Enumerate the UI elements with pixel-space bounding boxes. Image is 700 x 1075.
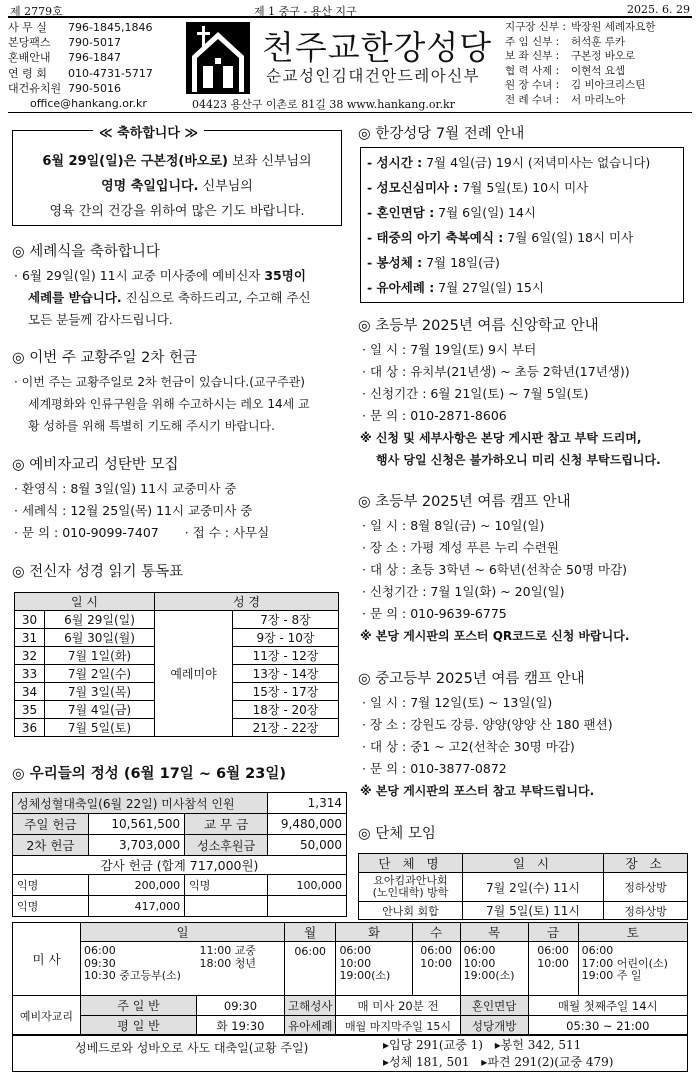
baptism-bold: 세례를 받습니다. (28, 290, 122, 305)
staff-row (505, 93, 695, 108)
staff-role: 주 임 신부 : (505, 35, 560, 48)
donor-amount: 100,000 (268, 875, 347, 896)
group-name-line: 요아킴과안나회 (373, 874, 448, 887)
group-time: 7월 5일(토) 11시 (463, 902, 604, 920)
liturgy-item (367, 225, 677, 250)
elem-school-text: · 신청기간 : 6월 21일(토) ~ 7월 5일(토) (362, 386, 589, 401)
infant-baptism-label: 유아세례 (285, 1016, 336, 1036)
mass-time: 06:00 (339, 944, 372, 957)
table-row (13, 875, 347, 896)
day-thu: 목 (460, 923, 528, 942)
elem-camp-text: · 장 소 : 가평 계성 푸른 누리 수련원 (362, 540, 559, 555)
catechumen-body (14, 478, 346, 544)
table-row (359, 902, 688, 920)
elem-school-body (362, 339, 692, 471)
thanks-offering-header: 감사 헌금 (합계 717,000원) (13, 856, 347, 875)
mass-time: 10:00 (537, 956, 569, 970)
staff-name: 박장원 세례자요한 (571, 21, 656, 33)
day-wed: 수 (412, 923, 460, 942)
mass-time: 11:00 교중 (199, 944, 256, 957)
church-name: 천주교한강성당 (262, 28, 493, 67)
liturgy-item-text: 7월 4일(금) 19시 (저녁미사는 없습니다) (422, 155, 651, 170)
bible-chapters: 9장 - 10장 (233, 629, 339, 647)
liturgy-item (367, 275, 677, 300)
mass-time: 06:00 (285, 942, 336, 996)
mass-times-row (13, 942, 688, 996)
contact-key: 혼배안내 (8, 51, 51, 65)
bible-date: 7월 2일(수) (45, 665, 155, 683)
groups-header-time: 일 시 (463, 854, 604, 873)
bible-date: 7월 3일(목) (45, 683, 155, 701)
baptism-text: · 6월 29일(일) 11시 교중 미사중에 예비신자 (14, 268, 265, 283)
sunday-offering-value: 10,561,500 (88, 814, 184, 835)
staff-row (505, 64, 695, 79)
vocation-label: 성소후원금 (185, 835, 268, 856)
catechism-week-time: 화 19:30 (197, 1016, 285, 1036)
mass-time: 06:00 (463, 944, 496, 957)
hymn-communion: ▸성체 181, 501 (383, 1055, 470, 1069)
day-sun: 일 (81, 923, 285, 942)
elem-school-title: ◎ 초등부 2025년 여름 신앙학교 안내 (358, 318, 599, 334)
edition-label: 제 1 중구 - 용산 지구 (254, 5, 357, 18)
hymn-line-2 (383, 1053, 614, 1070)
contact-value: 796-1847 (68, 51, 121, 65)
tithe-value: 9,480,000 (268, 814, 347, 835)
baptism-text: 모든 분들께 감사드립니다. (28, 312, 173, 327)
mass-time: 10:00 (463, 956, 496, 970)
elem-camp-text: · 대 상 : 초등 3학년 ~ 6학년(선착순 50명 마감) (362, 562, 628, 577)
issue-number: 제 2779호 (10, 5, 63, 18)
table-row (13, 896, 347, 917)
bible-day-no: 31 (15, 629, 45, 647)
bible-day-no: 32 (15, 647, 45, 665)
celebration-body (13, 149, 341, 224)
elem-camp-text: · 신청기간 : 7월 1일(화) ~ 20일(일) (362, 584, 565, 599)
mass-time: 06:00 (420, 944, 452, 957)
hymn-entrance: ▸입당 291(교중 1) (383, 1038, 483, 1052)
elem-camp-body (362, 515, 692, 647)
staff-role: 전 례 수녀 : (505, 93, 560, 106)
liturgy-item-label: - 유아세례 : (367, 280, 435, 295)
bible-chapters: 13장 - 14장 (233, 665, 339, 683)
church-open-label: 성당개방 (460, 1016, 528, 1036)
table-row (359, 873, 688, 902)
mass-time: 10:30 중고등부(소) (84, 969, 181, 982)
mass-time-tue (336, 942, 412, 996)
celebration-bold-1: 6월 29일(일)은 구본정(바오로) (42, 154, 228, 169)
bible-date: 7월 1일(화) (45, 647, 155, 665)
bible-date: 7월 4일(금) (45, 701, 155, 719)
baptism-title: ◎ 세례식을 축하합니다 (12, 244, 160, 260)
youth-camp-note: ※ 본당 게시판의 포스터 참고 부탁드립니다. (360, 784, 595, 798)
empty-cell (185, 896, 268, 917)
contact-row (8, 35, 183, 50)
donor-name: 익명 (13, 896, 89, 917)
hymn-footer (12, 1034, 688, 1072)
bible-title: ◎ 전신자 성경 읽기 통독표 (12, 564, 184, 580)
mass-time: 19:00(소) (339, 969, 391, 982)
bible-header-book: 성 경 (155, 593, 339, 611)
staff-role: 보 좌 신부 : (505, 50, 560, 62)
mass-time-wed (412, 942, 460, 996)
mass-time: 06:00 (537, 944, 569, 957)
mass-time: 06:00 (84, 944, 116, 957)
bible-book: 예레미야 (155, 611, 233, 737)
groups-title: ◎ 단체 모임 (358, 826, 436, 842)
liturgy-item (367, 250, 677, 275)
contact-row (8, 50, 183, 65)
mass-time: 09:30 (84, 956, 116, 970)
day-fri: 금 (528, 923, 578, 942)
youth-camp-body (362, 692, 692, 802)
confession-label: 고해성사 (285, 996, 336, 1016)
bible-chapters: 18장 - 20장 (233, 701, 339, 719)
day-sat: 토 (578, 923, 687, 942)
header-divider (8, 112, 692, 113)
elem-school-text: · 문 의 : 010-2871-8606 (362, 408, 507, 423)
mass-days-row (13, 923, 688, 942)
mass-time: 19:00(소) (463, 969, 515, 982)
groups-header-place: 장 소 (604, 854, 688, 873)
collection-body (14, 371, 346, 437)
church-address: 04423 용산구 이촌로 81길 38 www.hankang.or.kr (192, 98, 455, 111)
bible-day-no: 33 (15, 665, 45, 683)
catechumen-text: · 세례식 : 12월 25일(목) 11시 교중미사 중 (14, 503, 253, 518)
staff-row (505, 78, 695, 93)
liturgy-item (367, 175, 677, 200)
elem-school-note: ※ 신청 및 세부사항은 본당 게시판 참고 부탁 드리며, (360, 431, 642, 445)
table-row (15, 611, 339, 629)
liturgy-item-text: 7월 27일(일) 15시 (434, 280, 544, 295)
elem-school-note: 행사 당일 신청은 불가하오니 미리 신청 부탁드립니다. (376, 453, 661, 467)
mass-time: 17:00 어린이(소) (581, 956, 668, 970)
contact-value: 790-5017 (68, 36, 121, 50)
mass-time-sun-a (81, 942, 197, 996)
bible-date: 6월 30일(월) (45, 629, 155, 647)
liturgy-item-label: - 성모신심미사 : (367, 180, 459, 195)
youth-camp-text: · 문 의 : 010-3877-0872 (362, 761, 507, 776)
staff-row (505, 35, 695, 50)
mass-schedule-table (12, 922, 688, 1036)
collection-text: 세계평화와 인류구원을 위해 수고하시는 레오 14세 교 (28, 397, 310, 411)
group-name (359, 873, 463, 902)
liturgy-title: ◎ 한강성당 7월 전례 안내 (358, 126, 525, 142)
staff-role: 지구장 신부 : (505, 21, 566, 33)
celebration-title: ≪ 축하합니다 ≫ (93, 122, 204, 141)
elem-school-text: · 대 상 : 유치부(21년생) ~ 초등 2학년(17년생)) (362, 364, 630, 379)
contact-list (8, 20, 183, 111)
mass-info-row-1 (13, 996, 688, 1016)
bible-date: 6월 29일(일) (45, 611, 155, 629)
baptism-count: 35명이 (264, 268, 306, 283)
day-mon: 월 (285, 923, 336, 942)
groups-table (358, 853, 688, 920)
bible-chapters: 15장 - 17장 (233, 683, 339, 701)
staff-list (505, 20, 695, 107)
giving-title: ◎ 우리들의 정성 (6월 17일 ~ 6월 23일) (12, 766, 286, 782)
church-patron: 순교성인김대건안드레아신부 (266, 67, 481, 85)
liturgy-item-text: 7월 5일(토) 10시 미사 (458, 180, 589, 195)
group-place: 정하상방 (604, 902, 688, 920)
celebration-text-3: 영육 간의 건강을 위하여 많은 기도 바랍니다. (49, 204, 305, 219)
group-name-line: (노인대학) 방학 (372, 886, 449, 899)
elem-school-text: · 일 시 : 7월 19일(토) 9시 부터 (362, 342, 537, 357)
donor-name: 익명 (185, 875, 268, 896)
hymn-recessional: ▸파견 291(2)(교중 479) (481, 1055, 614, 1069)
mass-time: 19:00 주 일 (581, 969, 642, 982)
contact-key: 사 무 실 (8, 21, 47, 34)
contact-row (8, 81, 183, 96)
bible-table (14, 592, 339, 737)
bible-day-no: 35 (15, 701, 45, 719)
catechumen-title: ◎ 예비자교리 성탄반 모집 (12, 457, 179, 473)
mass-time-fri (528, 942, 578, 996)
celebration-text-1: 보좌 신부님의 (227, 154, 312, 169)
liturgy-box (360, 147, 684, 303)
attendance-label: 성체성혈대축일(6월 22일) 미사참석 인원 (13, 793, 268, 814)
sunday-offering-label: 주일 헌금 (13, 814, 89, 835)
celebration-box (12, 126, 342, 226)
youth-camp-text: · 장 소 : 강원도 강릉. 양양(양양 산 180 팬션) (362, 717, 613, 732)
baptism-text: 진심으로 축하드리고, 수고해 주신 (121, 290, 311, 305)
attendance-value: 1,314 (268, 793, 347, 814)
hymn-offertory: ▸봉헌 342, 511 (494, 1038, 582, 1052)
contact-value: 790-5016 (68, 81, 121, 95)
bible-header-row (15, 593, 339, 611)
catechumen-reception: · 접 수 : 사무실 (184, 525, 270, 540)
liturgy-item-text: 7월 6일(일) 14시 (434, 205, 536, 220)
liturgy-item-text: 7월 6일(일) 18시 미사 (503, 230, 634, 245)
collection-text: · 이번 주는 교황주일로 2차 헌금이 있습니다.(교구주관) (14, 375, 305, 389)
second-offering-value: 3,703,000 (88, 835, 184, 856)
vocation-value: 50,000 (268, 835, 347, 856)
liturgy-item (367, 200, 677, 225)
day-tue: 화 (336, 923, 412, 942)
mass-info-row-2 (13, 1016, 688, 1036)
catechumen-contact: · 문 의 : 010-9099-7407 (14, 525, 159, 540)
bible-chapters: 11장 - 12장 (233, 647, 339, 665)
staff-name: 이현석 요셉 (571, 64, 626, 77)
table-row (13, 856, 347, 875)
group-name: 안나회 회합 (359, 902, 463, 920)
groups-header-name: 단 체 명 (359, 854, 463, 873)
confession-value: 매 미사 20분 전 (336, 996, 460, 1016)
church-open-value: 05:30 ~ 21:00 (528, 1016, 687, 1036)
catechism-label: 예비자교리 (13, 996, 81, 1036)
collection-title: ◎ 이번 주 교황주일 2차 헌금 (12, 350, 197, 366)
contact-key: 대건유치원 (8, 81, 62, 95)
youth-camp-title: ◎ 중고등부 2025년 여름 캠프 안내 (358, 671, 585, 687)
staff-name: 서 마리노아 (571, 93, 626, 106)
second-offering-label: 2차 헌금 (13, 835, 89, 856)
celebration-text-2: 신부님의 (198, 179, 253, 194)
contact-row (8, 66, 183, 81)
feast-title: 성베드로와 성바오로 사도 대축일(교황 주일) (75, 1041, 309, 1055)
youth-camp-text: · 대 상 : 중1 ~ 고2(선착순 30명 마감) (362, 739, 575, 754)
masthead-strip (8, 2, 692, 18)
infant-baptism-value: 매월 마지막주일 15시 (336, 1016, 460, 1036)
liturgy-item-text: 7월 18일(금) (422, 255, 500, 270)
groups-header-row (359, 854, 688, 873)
mass-time: 10:00 (420, 956, 452, 970)
celebration-bold-2: 영명 축일입니다. (101, 179, 199, 194)
mass-label: 미 사 (13, 923, 81, 996)
table-row (13, 814, 347, 835)
liturgy-item-label: - 봉성체 : (367, 255, 423, 270)
contact-value: 796-1845,1846 (68, 21, 153, 34)
bible-header-date: 일 시 (15, 593, 155, 611)
mass-time: 18:00 청년 (199, 956, 256, 970)
issue-date: 2025. 6. 29 (627, 3, 690, 16)
staff-role: 원 장 수녀 : (505, 79, 560, 91)
table-row (13, 793, 347, 814)
collection-text: 황 성하를 위해 특별히 기도해 주시기 바랍니다. (28, 419, 275, 433)
bible-date: 7월 5일(토) (45, 719, 155, 737)
bible-day-no: 36 (15, 719, 45, 737)
mass-time: 06:00 (581, 944, 614, 957)
wedding-interview-label: 혼인면담 (460, 996, 528, 1016)
mass-time-sun-b (197, 942, 285, 996)
donor-amount: 200,000 (88, 875, 184, 896)
youth-camp-text: · 일 시 : 7월 12일(토) ~ 13일(일) (362, 695, 553, 710)
elem-camp-text: · 일 시 : 8월 8일(금) ~ 10일(일) (362, 518, 545, 533)
catechism-day-class: 주 일 반 (81, 996, 197, 1016)
catechism-week-class: 평 일 반 (81, 1016, 197, 1036)
liturgy-item-label: - 성시간 : (367, 155, 423, 170)
staff-row (505, 49, 695, 64)
mass-time: 10:00 (339, 956, 372, 970)
staff-role: 협 력 사제 : (505, 64, 560, 77)
group-place: 정하상방 (604, 873, 688, 902)
contact-key: 본당팩스 (8, 36, 51, 50)
catechumen-text: · 환영식 : 8월 3일(일) 11시 교중미사 중 (14, 481, 237, 496)
group-time: 7월 2일(수) 11시 (463, 873, 604, 902)
bible-chapters: 7장 - 8장 (233, 611, 339, 629)
contact-value: 010-4731-5717 (68, 66, 153, 80)
elem-camp-text: · 문 의 : 010-9639-6775 (362, 606, 507, 621)
liturgy-item-label: - 태중의 아기 축복예식 : (367, 230, 504, 245)
bible-day-no: 34 (15, 683, 45, 701)
mass-time-sat (578, 942, 687, 996)
elem-camp-title: ◎ 초등부 2025년 여름 캠프 안내 (358, 494, 571, 510)
donor-amount: 417,000 (88, 896, 184, 917)
table-row (13, 835, 347, 856)
staff-row (505, 20, 695, 35)
contact-key: 연 령 회 (8, 66, 47, 80)
donor-name: 익명 (13, 875, 89, 896)
hymn-line-1 (383, 1036, 581, 1053)
staff-name: 김 비아크리스틴 (571, 79, 646, 91)
email-link[interactable]: office@hankang.or.kr (30, 97, 147, 111)
mass-time-thu (460, 942, 528, 996)
catechism-day-time: 09:30 (197, 996, 285, 1016)
bible-day-no: 30 (15, 611, 45, 629)
staff-name: 구본정 바오로 (571, 50, 636, 62)
bible-chapters: 21장 - 22장 (233, 719, 339, 737)
baptism-body (14, 265, 346, 331)
elem-camp-note: ※ 본당 게시판의 포스터 QR코드로 신청 바랍니다. (360, 629, 630, 643)
liturgy-item (367, 150, 677, 175)
wedding-interview-value: 매월 첫째주일 14시 (528, 996, 687, 1016)
staff-name: 허석훈 루카 (571, 35, 626, 48)
giving-table (12, 792, 347, 917)
church-logo-icon (186, 22, 250, 94)
liturgy-item-label: - 혼인면담 : (367, 205, 435, 220)
contact-row (8, 20, 183, 35)
empty-cell (268, 896, 347, 917)
tithe-label: 교 무 금 (185, 814, 268, 835)
